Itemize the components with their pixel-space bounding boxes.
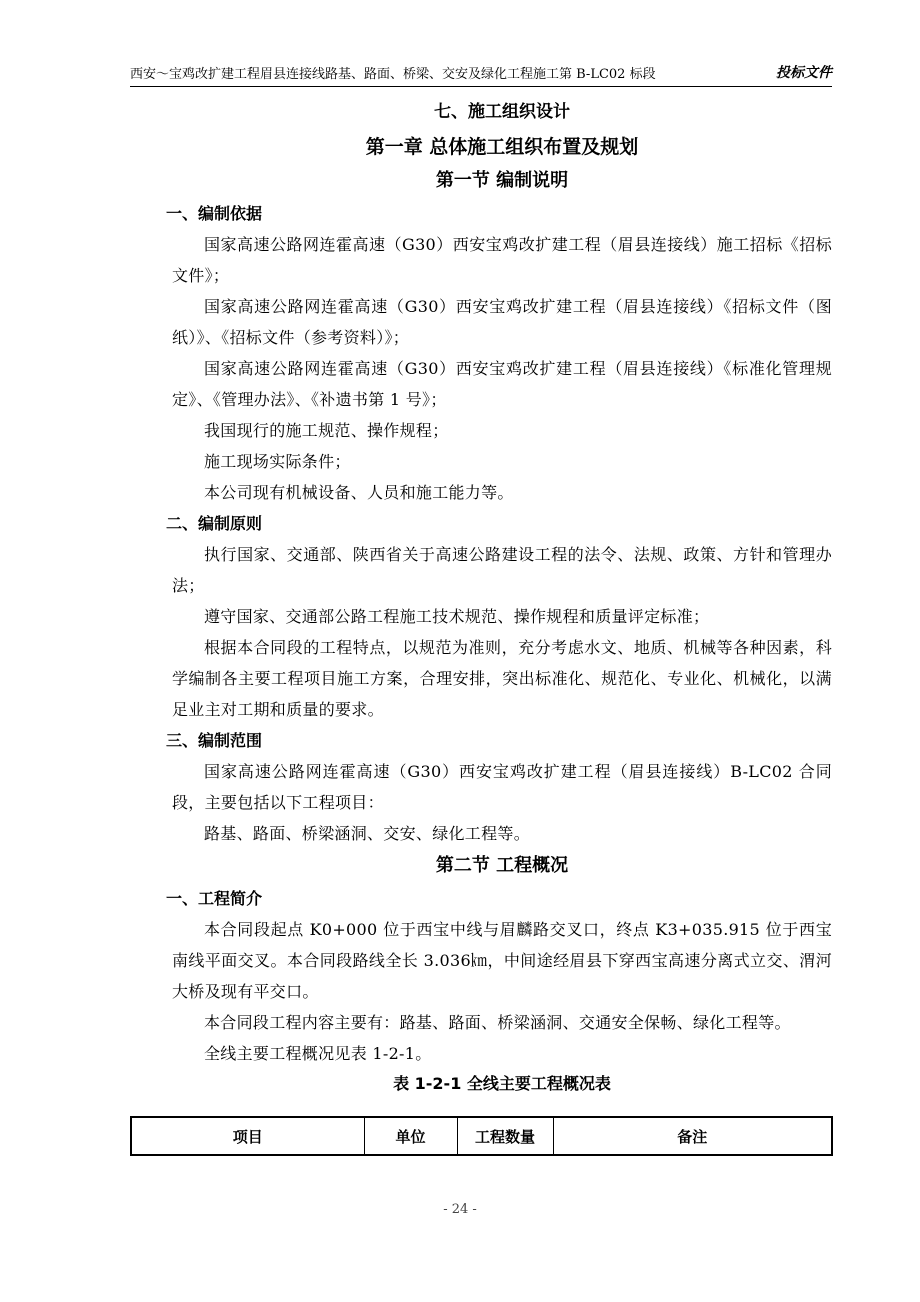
table-header-row: [131, 1117, 832, 1155]
paragraph: 根据本合同段的工程特点，以规范为准则，充分考虑水文、地质、机械等各种因素，科学编制各主要工程项目施工方案，合理安排，突出标准化、规范化、专业化、机械化，以满足业主对工期和质量的要求。: [172, 638, 832, 719]
heading-principles: 二、编制原则: [166, 514, 263, 533]
paragraph: 我国现行的施工规范、操作规程；: [204, 421, 449, 440]
overview-table: [130, 1116, 833, 1156]
header-title: 西安～宝鸡改扩建工程眉县连接线路基、路面、桥梁、交安及绿化工程施工第 B-LC02 标段: [130, 67, 656, 82]
paragraph: 本合同段工程内容主要有：路基、路面、桥梁涵洞、交通安全保畅、绿化工程等。: [204, 1013, 791, 1032]
part-title: 七、施工组织设计: [434, 102, 570, 122]
column-header: 项目: [131, 1117, 364, 1155]
paragraph: 本公司现有机械设备、人员和施工能力等。: [204, 483, 514, 502]
heading-scope: 三、编制范围: [166, 731, 263, 750]
page-number: - 24 -: [443, 1202, 477, 1217]
column-header: 单位: [364, 1117, 457, 1155]
paragraph: 国家高速公路网连霍高速（G30）西安宝鸡改扩建工程（眉县连接线）《标准化管理规定》、《管理办法》、《补遗书第 1 号》；: [172, 359, 832, 409]
table-caption: 表 1-2-1 全线主要工程概况表: [393, 1074, 611, 1093]
page-header: [130, 64, 832, 87]
paragraph: 执行国家、交通部、陕西省关于高速公路建设工程的法令、法规、政策、方针和管理办法；: [172, 545, 832, 595]
heading-basis: 一、编制依据: [166, 204, 263, 223]
column-header: 备注: [553, 1117, 832, 1155]
paragraph: 全线主要工程概况见表 1-2-1。: [204, 1044, 432, 1063]
paragraph: 国家高速公路网连霍高速（G30）西安宝鸡改扩建工程（眉县连接线）B-LC02 合同段，主要包括以下工程项目：: [172, 762, 832, 812]
paragraph: 国家高速公路网连霍高速（G30）西安宝鸡改扩建工程（眉县连接线）《招标文件（图纸）》、《招标文件（参考资料）》；: [172, 297, 832, 347]
paragraph: 国家高速公路网连霍高速（G30）西安宝鸡改扩建工程（眉县连接线）施工招标《招标文件》；: [172, 235, 832, 285]
paragraph: 路基、路面、桥梁涵洞、交安、绿化工程等。: [204, 824, 531, 843]
section-title: 第二节 工程概况: [435, 855, 569, 876]
section-title: 第一节 编制说明: [435, 170, 569, 191]
column-header: 工程数量: [457, 1117, 553, 1155]
paragraph: 遵守国家、交通部公路工程施工技术规范、操作规程和质量评定标准；: [204, 607, 710, 626]
header-doc-type: 投标文件: [776, 65, 832, 81]
document-body: [166, 96, 832, 1099]
paragraph: 施工现场实际条件；: [204, 452, 351, 471]
paragraph: 本合同段起点 K0+000 位于西宝中线与眉麟路交叉口，终点 K3+035.915 位于西宝南线平面交叉。本合同段路线全长 3.036㎞，中间途经眉县下穿西宝高速分离式立交、渭河大桥及现有平交口。: [172, 920, 832, 1001]
heading-overview: 一、工程简介: [166, 889, 263, 908]
chapter-title: 第一章 总体施工组织布置及规划: [365, 136, 639, 158]
